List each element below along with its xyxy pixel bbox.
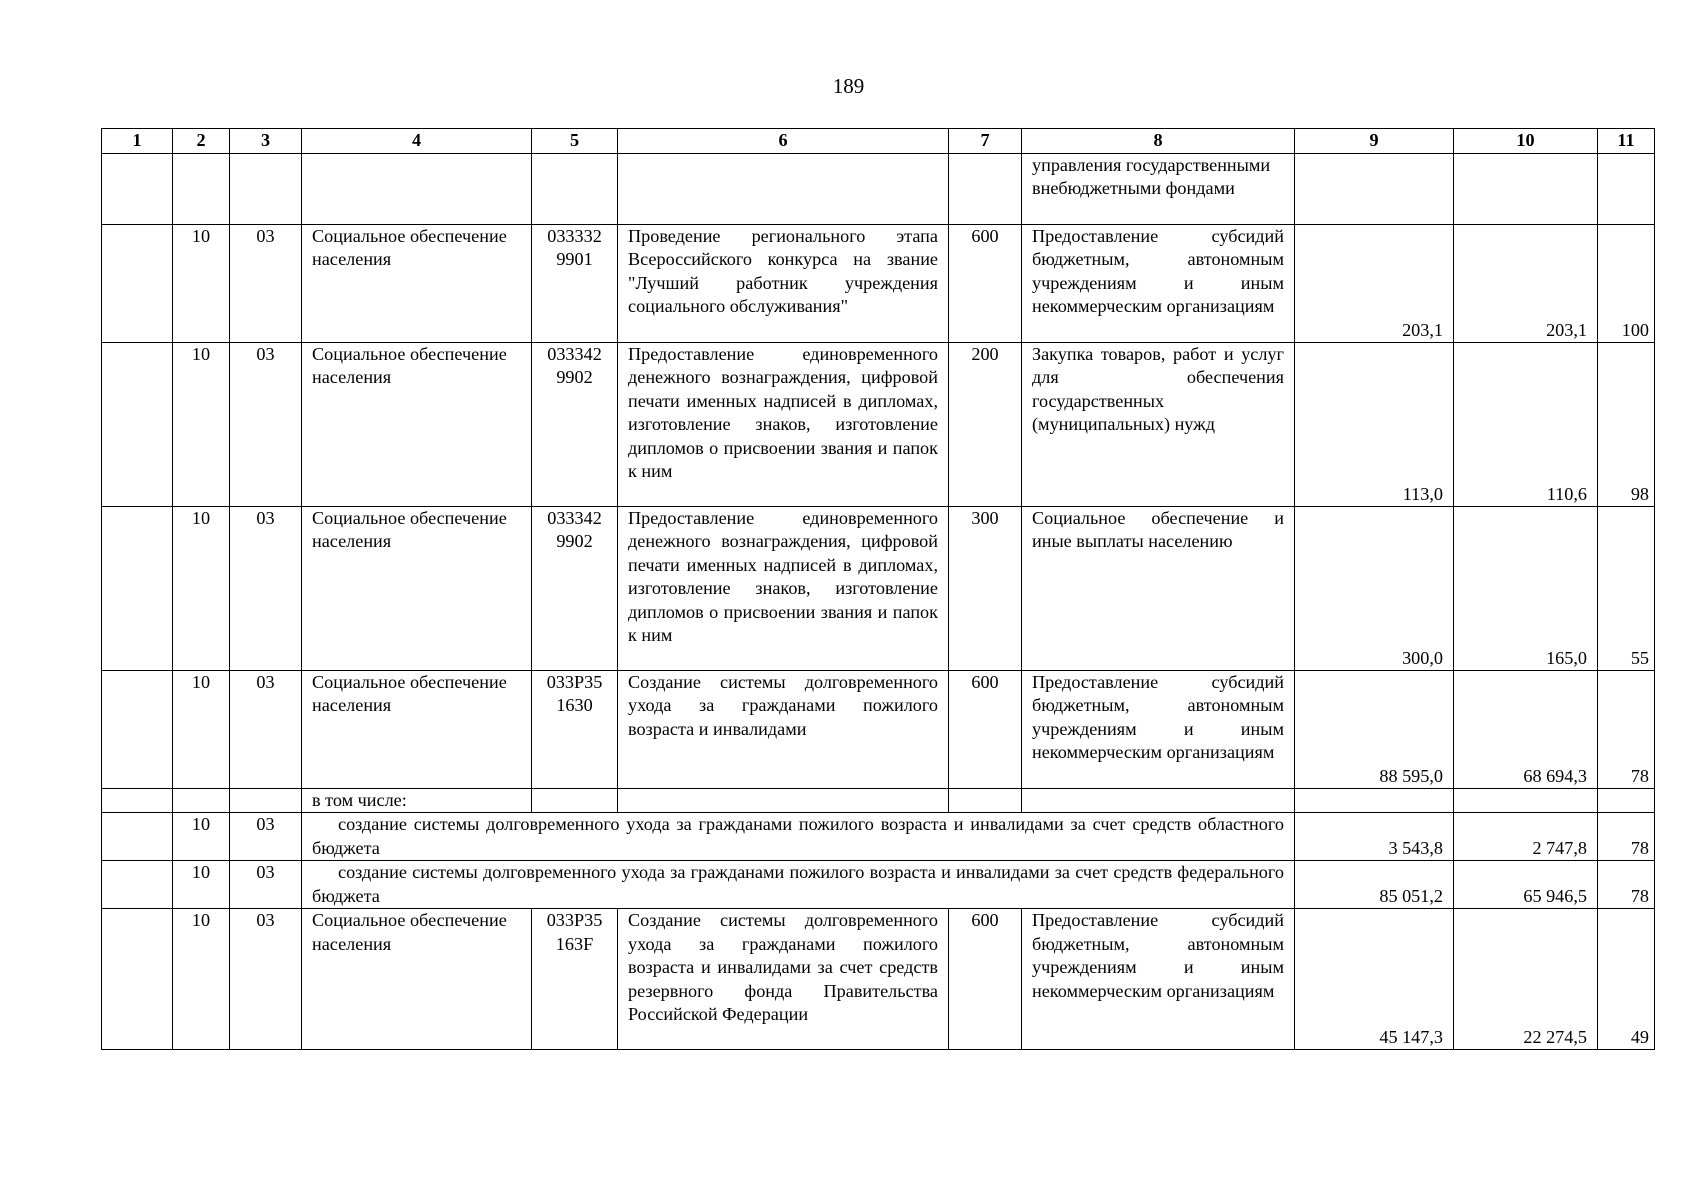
column-header: 10 — [1454, 129, 1598, 154]
table-row — [102, 813, 1655, 861]
cell-description: Предоставление единовременного денежного вознаграждения, цифровой печати именных надписей в дипломах, изготовление знаков, изготовление дипломов о присвоении звания и папок к ним — [618, 343, 949, 507]
column-header: 5 — [532, 129, 618, 154]
cell-section-name: Социальное обеспечение населения — [302, 225, 532, 343]
column-header: 7 — [949, 129, 1022, 154]
cell-percent: 49 — [1598, 909, 1655, 1050]
cell-target-code: 033342 9902 — [532, 343, 618, 507]
cell-expense-code: 200 — [949, 343, 1022, 507]
cell-target-code: 033P35 163F — [532, 909, 618, 1050]
cell-subsection: 03 — [230, 507, 302, 671]
cell-section: 10 — [173, 861, 230, 909]
cell-subsection: 03 — [230, 343, 302, 507]
cell-section: 10 — [173, 225, 230, 343]
cell-expense-type: Предоставление субсидий бюджетным, автономным учреждениям и иным некоммерческим организациям — [1022, 909, 1295, 1050]
cell-section: 10 — [173, 343, 230, 507]
budget-table — [101, 128, 1655, 1050]
cell-expense-type: Закупка товаров, работ и услуг для обеспечения государственных (муниципальных) нужд — [1022, 343, 1295, 507]
cell-description: Создание системы долговременного ухода за гражданами пожилого возраста и инвалидами за счет средств резервного фонда Правительства Российской Федерации — [618, 909, 949, 1050]
column-header: 3 — [230, 129, 302, 154]
cell-expense-type: Социальное обеспечение и иные выплаты населению — [1022, 507, 1295, 671]
cell-value-10: 203,1 — [1454, 225, 1598, 343]
table-row — [102, 225, 1655, 343]
cell-value-10: 65 946,5 — [1454, 861, 1598, 909]
cell-description: Создание системы долговременного ухода за гражданами пожилого возраста и инвалидами — [618, 671, 949, 789]
table-row — [102, 789, 1655, 813]
cell-subsection: 03 — [230, 909, 302, 1050]
cell-expense-type: Предоставление субсидий бюджетным, автономным учреждениям и иным некоммерческим организациям — [1022, 671, 1295, 789]
cell-percent: 55 — [1598, 507, 1655, 671]
cell-value-9: 85 051,2 — [1295, 861, 1454, 909]
cell-section-name: Социальное обеспечение населения — [302, 507, 532, 671]
cell-percent: 78 — [1598, 813, 1655, 861]
cell-description: Проведение регионального этапа Всероссийского конкурса на звание "Лучший работник учреждения социального обслуживания" — [618, 225, 949, 343]
cell-value-10: 22 274,5 — [1454, 909, 1598, 1050]
cell-expense-code: 300 — [949, 507, 1022, 671]
cell-expense-code: 600 — [949, 909, 1022, 1050]
cell-value-10: 2 747,8 — [1454, 813, 1598, 861]
cell-section: 10 — [173, 507, 230, 671]
cell-description: Предоставление единовременного денежного вознаграждения, цифровой печати именных надписей в дипломах, изготовление знаков, изготовление дипломов о присвоении звания и папок к ним — [618, 507, 949, 671]
column-header: 2 — [173, 129, 230, 154]
cell-expense-code: 600 — [949, 225, 1022, 343]
column-header: 4 — [302, 129, 532, 154]
cell-subsection: 03 — [230, 813, 302, 861]
cell-percent: 98 — [1598, 343, 1655, 507]
column-header: 8 — [1022, 129, 1295, 154]
cell-value-9: 113,0 — [1295, 343, 1454, 507]
cell-target-code: 033332 9901 — [532, 225, 618, 343]
cell-subsection: 03 — [230, 225, 302, 343]
table-row — [102, 343, 1655, 507]
cell-note: в том числе: — [302, 789, 532, 813]
cell-value-10: 110,6 — [1454, 343, 1598, 507]
table-row — [102, 671, 1655, 789]
cell-section: 10 — [173, 909, 230, 1050]
cell-value-9: 45 147,3 — [1295, 909, 1454, 1050]
header-row — [102, 129, 1655, 154]
cell-expense-code: 600 — [949, 671, 1022, 789]
table-row — [102, 154, 1655, 225]
cell-percent: 78 — [1598, 861, 1655, 909]
column-header: 11 — [1598, 129, 1655, 154]
column-header: 9 — [1295, 129, 1454, 154]
cell-span-description: создание системы долговременного ухода за гражданами пожилого возраста и инвалидами за счет средств областного бюджета — [302, 813, 1295, 861]
cell-expense-type: управления государственными внебюджетными фондами — [1022, 154, 1295, 225]
cell-target-code: 033P35 1630 — [532, 671, 618, 789]
cell-expense-type: Предоставление субсидий бюджетным, автономным учреждениям и иным некоммерческим организациям — [1022, 225, 1295, 343]
column-header: 1 — [102, 129, 173, 154]
cell-value-9: 88 595,0 — [1295, 671, 1454, 789]
cell-section: 10 — [173, 671, 230, 789]
cell-subsection: 03 — [230, 861, 302, 909]
cell-percent: 100 — [1598, 225, 1655, 343]
cell-section-name: Социальное обеспечение населения — [302, 909, 532, 1050]
page-number: 189 — [832, 74, 865, 98]
cell-span-description: создание системы долговременного ухода за гражданами пожилого возраста и инвалидами за счет средств федерального бюджета — [302, 861, 1295, 909]
cell-value-10: 165,0 — [1454, 507, 1598, 671]
cell-value-10: 68 694,3 — [1454, 671, 1598, 789]
column-header: 6 — [618, 129, 949, 154]
cell-percent: 78 — [1598, 671, 1655, 789]
cell-section-name: Социальное обеспечение населения — [302, 671, 532, 789]
table-row — [102, 507, 1655, 671]
cell-section: 10 — [173, 813, 230, 861]
cell-subsection: 03 — [230, 671, 302, 789]
cell-value-9: 3 543,8 — [1295, 813, 1454, 861]
cell-value-9: 300,0 — [1295, 507, 1454, 671]
cell-value-9: 203,1 — [1295, 225, 1454, 343]
cell-section-name: Социальное обеспечение населения — [302, 343, 532, 507]
cell-target-code: 033342 9902 — [532, 507, 618, 671]
table-row — [102, 861, 1655, 909]
table-row — [102, 909, 1655, 1050]
